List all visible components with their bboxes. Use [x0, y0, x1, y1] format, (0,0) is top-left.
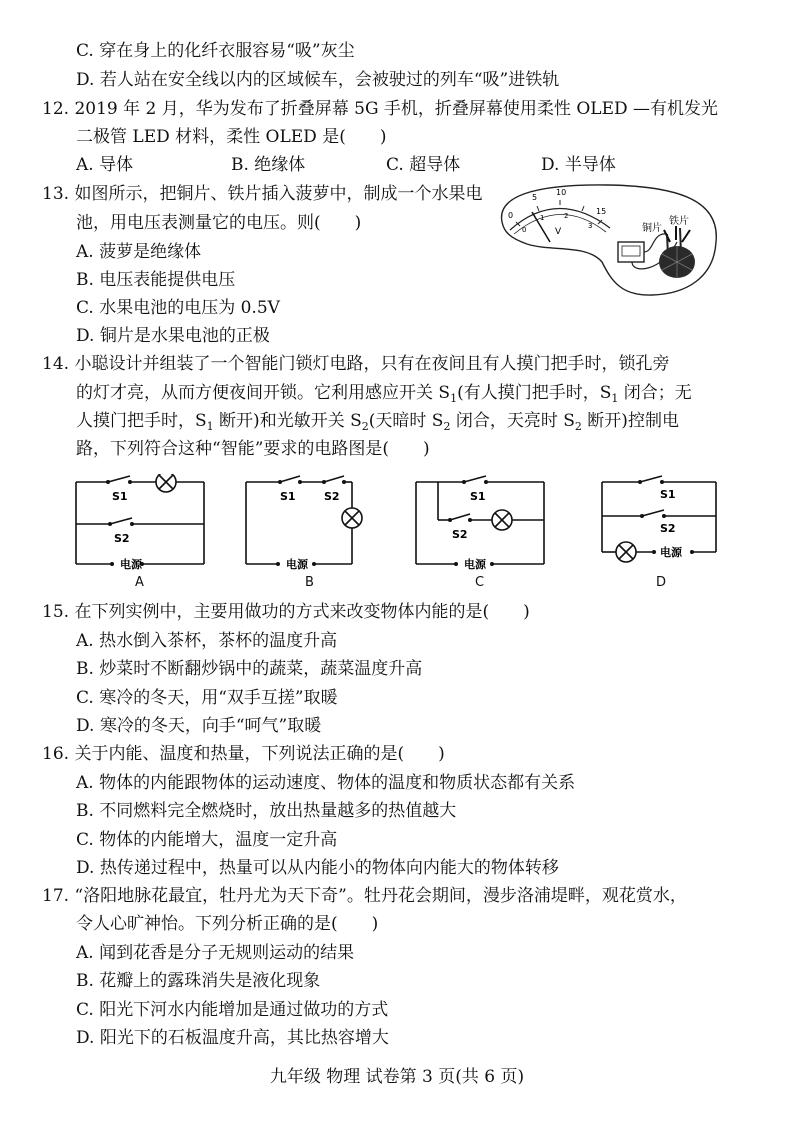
q17-stem-line2: 令人心旷神怡。下列分析正确的是( ) [76, 914, 379, 934]
meter-scale-5: 5 [532, 193, 538, 202]
circuit-a-label: A [135, 575, 144, 590]
q14-stem-line4: 路，下列符合这种“智能”要求的电路图是( ) [76, 439, 430, 459]
q13-stem-line2: 池，用电压表测量它的电压。则( ) [76, 213, 362, 233]
iron-label: 铁片 [669, 216, 689, 227]
meter-scale-low-0: 0 [522, 226, 527, 234]
circuit-b [240, 474, 380, 570]
q11-option-c: C. 穿在身上的化纤衣服容易“吸”灰尘 [76, 41, 355, 61]
q12-stem-line2: 二极管 LED 材料，柔性 OLED 是( ) [76, 127, 387, 147]
q15-option-a: A. 热水倒入茶杯，茶杯的温度升高 [76, 631, 338, 651]
q14-stem-line3: 人摸门把手时，$S_1$ 断开)和光敏开关 $S_2$(天暗时 $S_2$ 闭合，天亮时 $S_2$ 断开)控制电 [76, 411, 679, 433]
meter-scale-15: 15 [596, 207, 607, 216]
q13-stem-line1: 13. 如图所示，把铜片、铁片插入菠萝中，制成一个水果电 [42, 184, 483, 204]
q13-option-c: C. 水果电池的电压为 0.5V [76, 298, 280, 318]
q17-option-b: B. 花瓣上的露珠消失是液化现象 [76, 971, 321, 991]
q17-option-a: A. 闻到花香是分子无规则运动的结果 [76, 943, 355, 963]
power-source-label: 电源 [286, 558, 308, 570]
circuit-d-label: D [656, 575, 667, 590]
switch-s2-label: S2 [114, 532, 130, 545]
q13-option-a: A. 菠萝是绝缘体 [76, 242, 202, 262]
q15-option-d: D. 寒冷的冬天，向手“呵气”取暖 [76, 716, 322, 736]
q13-option-b: B. 电压表能提供电压 [76, 270, 236, 290]
circuit-d [596, 474, 736, 570]
q15-option-c: C. 寒冷的冬天，用“双手互搓”取暖 [76, 688, 338, 708]
q16-option-c: C. 物体的内能增大，温度一定升高 [76, 830, 338, 850]
switch-s1-label: S1 [470, 490, 486, 503]
power-source-label: 电源 [660, 546, 682, 559]
meter-scale-low-3: 3 [588, 222, 593, 230]
page-footer: 九年级 物理 试卷第 3 页(共 6 页) [269, 1067, 525, 1087]
meter-scale-low-2: 2 [564, 212, 569, 220]
q12-stem-line1: 12. 2019 年 2 月，华为发布了折叠屏幕 5G 手机，折叠屏幕使用柔性 OLED —有机发光 [42, 99, 719, 119]
q16-option-d: D. 热传递过程中，热量可以从内能小的物体向内能大的物体转移 [76, 858, 559, 878]
q15-stem: 15. 在下列实例中，主要用做功的方式来改变物体内能的是( ) [42, 602, 530, 622]
q16-option-a: A. 物体的内能跟物体的运动速度、物体的温度和物质状态都有关系 [76, 773, 576, 793]
meter-scale-0: 0 [508, 211, 514, 220]
switch-s2-label: S2 [660, 522, 676, 535]
q13-option-d: D. 铜片是水果电池的正极 [76, 326, 270, 346]
copper-label: 铜片 [642, 223, 662, 234]
circuit-b-label: B [305, 575, 314, 590]
q12-option-b: B. 绝缘体 [231, 155, 306, 175]
q15-option-b: B. 炒菜时不断翻炒锅中的蔬菜，蔬菜温度升高 [76, 659, 423, 679]
power-source-label: 电源 [120, 558, 142, 570]
switch-s2-label: S2 [324, 490, 340, 503]
q12-option-a: A. 导体 [76, 155, 134, 175]
switch-s1-label: S1 [112, 490, 128, 503]
q17-stem-line1: 17. “洛阳地脉花最宜，牡丹尤为天下奇”。牡丹花会期间，漫步洛浦堤畔，观花赏水， [42, 886, 687, 906]
switch-s1-label: S1 [660, 488, 676, 501]
q11-option-d: D. 若人站在安全线以内的区域候车，会被驶过的列车“吸”进铁轨 [76, 70, 560, 90]
q17-option-c: C. 阳光下河水内能增加是通过做功的方式 [76, 1000, 389, 1020]
meter-unit: V [555, 227, 562, 237]
q14-stem-line1: 14. 小聪设计并组装了一个智能门锁灯电路，只有在夜间且有人摸门把手时，锁孔旁 [42, 354, 670, 374]
q14-stem-line2: 的灯才亮，从而方便夜间开锁。它利用感应开关 $S_1$(有人摸门把手时，$S_1$ 闭合；无 [76, 383, 692, 405]
meter-scale-low-1: 1 [540, 214, 545, 222]
circuit-a [70, 474, 210, 570]
q13-fruit-battery-figure [492, 182, 722, 300]
circuit-c-label: C [475, 575, 485, 590]
q17-option-d: D. 阳光下的石板温度升高，其比热容增大 [76, 1028, 389, 1048]
q16-option-b: B. 不同燃料完全燃烧时，放出热量越多的热值越大 [76, 801, 457, 821]
q16-stem: 16. 关于内能、温度和热量，下列说法正确的是( ) [42, 744, 445, 764]
q12-option-c: C. 超导体 [386, 155, 461, 175]
q12-option-d: D. 半导体 [541, 155, 616, 175]
switch-s1-label: S1 [280, 490, 296, 503]
meter-scale-10: 10 [556, 188, 567, 197]
q12-options [76, 154, 696, 176]
circuit-c [410, 474, 550, 570]
power-source-label: 电源 [464, 558, 486, 570]
switch-s2-label: S2 [452, 528, 468, 541]
